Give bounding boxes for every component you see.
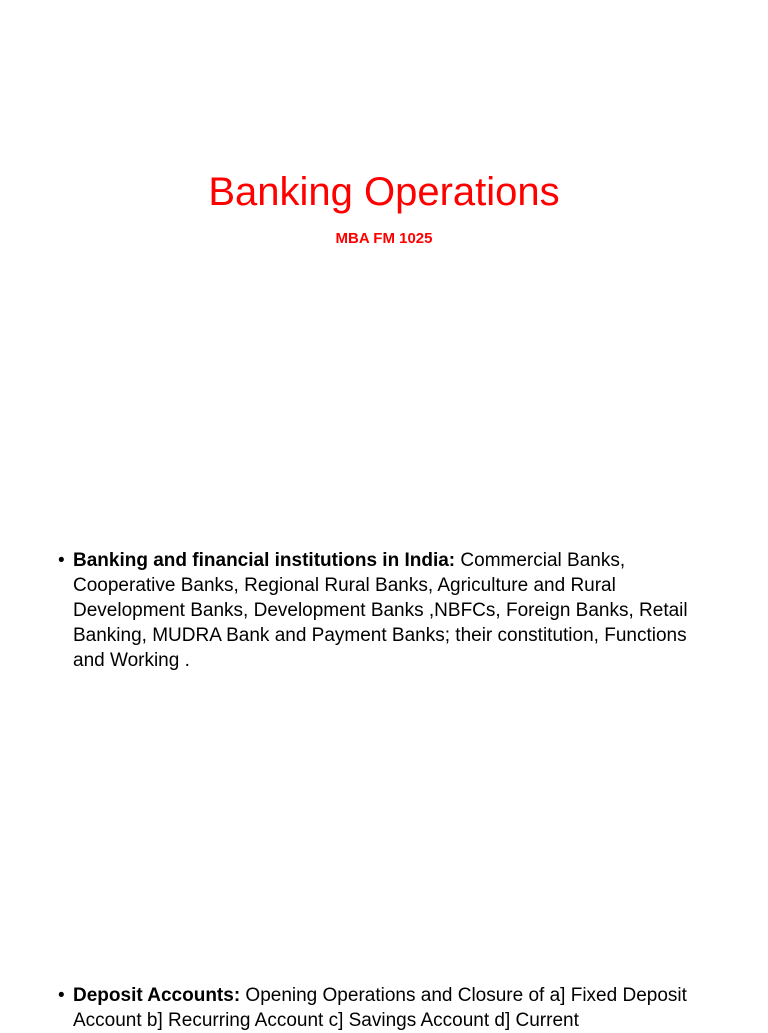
- bullet-lead: Banking and financial institutions in India:: [73, 550, 456, 571]
- bullet-text: [73, 983, 718, 1033]
- bullet-lead: Deposit Accounts:: [73, 985, 241, 1006]
- bullet-item-deposit-accounts: [58, 983, 718, 1033]
- bullet-dot-icon: •: [58, 985, 65, 1006]
- slide-subtitle: MBA FM 1025: [335, 230, 433, 247]
- bullet-dot-icon: •: [58, 550, 65, 571]
- slide-title: Banking Operations: [208, 170, 560, 214]
- bullet-text: [73, 548, 718, 673]
- bullet-body: Commercial Banks, Cooperative Banks, Regional Rural Banks, Agriculture and Rural Development Banks, Development Banks ,NBFCs, Foreign Banks, Retail Banking, MUDRA Bank and Payment Banks; their constitution, Functions and Working .: [73, 550, 688, 671]
- bullet-body: Opening Operations and Closure of a] Fixed Deposit Account b] Recurring Account c] Savings Account d] Current: [73, 985, 687, 1031]
- bullet-item-banking-institutions: [58, 548, 718, 673]
